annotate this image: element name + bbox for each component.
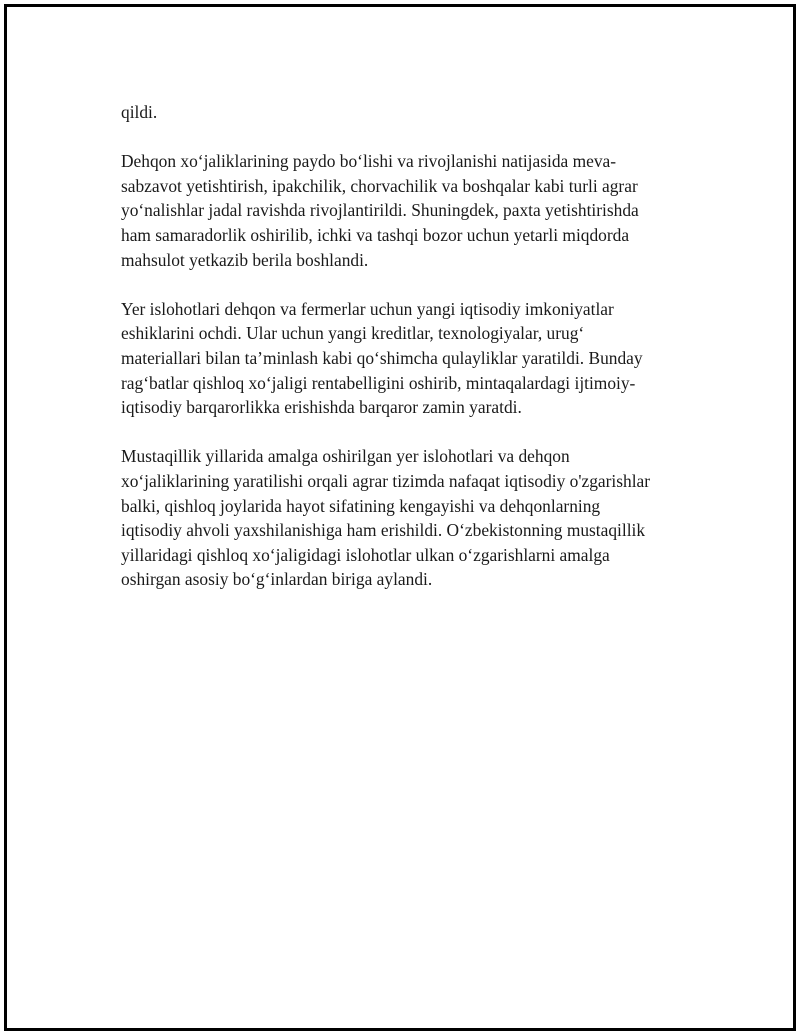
text-line: ham samaradorlik oshirilib, ichki va tashqi bozor uchun yetarli miqdorda [121, 224, 630, 245]
document-page [4, 4, 796, 1031]
paragraph [121, 297, 691, 420]
text-line: rag‘batlar qishloq xo‘jaligi rentabelligini oshirib, mintaqalardagi ijtimoiy- [121, 372, 636, 393]
text-line: eshiklarini ochdi. Ular uchun yangi kreditlar, texnologiyalar, urug‘ [121, 323, 585, 344]
text-line: yo‘nalishlar jadal ravishda rivojlantirildi. Shuningdek, paxta yetishtirishda [121, 200, 639, 221]
text-line: qildi. [121, 102, 158, 122]
text-line: iqtisodiy ahvoli yaxshilanishiga ham erishildi. O‘zbekistonning mustaqillik [121, 520, 646, 541]
text-line: iqtisodiy barqarorlikka erishishda barqaror zamin yaratdi. [121, 397, 522, 418]
text-line: Mustaqillik yillarida amalga oshirilgan yer islohotlari va dehqon [121, 446, 570, 467]
text-line: yillaridagi qishloq xo‘jaligidagi islohotlar ulkan o‘zgarishlarni amalga [121, 544, 610, 565]
text-line: balki, qishloq joylarida hayot sifatining kengayishi va dehqonlarning [121, 495, 601, 516]
text-line: Yer islohotlari dehqon va fermerlar uchun yangi iqtisodiy imkoniyatlar [121, 298, 614, 319]
text-line: materiallari bilan ta’minlash kabi qo‘shimcha qulayliklar yaratildi. Bunday [121, 347, 643, 368]
text-line: Dehqon xo‘jaliklarining paydo bo‘lishi va rivojlanishi natijasida meva- [121, 151, 617, 172]
document-body [121, 100, 691, 616]
text-line: oshirgan asosiy bo‘g‘inlardan biriga aylandi. [121, 569, 433, 590]
text-line: mahsulot yetkazib berila boshlandi. [121, 249, 369, 270]
text-line: xo‘jaliklarining yaratilishi orqali agrar tizimda nafaqat iqtisodiy o'zgarishlar [121, 470, 651, 491]
paragraph [121, 444, 691, 592]
text-line: sabzavot yetishtirish, ipakchilik, chorvachilik va boshqalar kabi turli agrar [121, 175, 638, 196]
paragraph [121, 100, 691, 125]
paragraph [121, 149, 691, 272]
